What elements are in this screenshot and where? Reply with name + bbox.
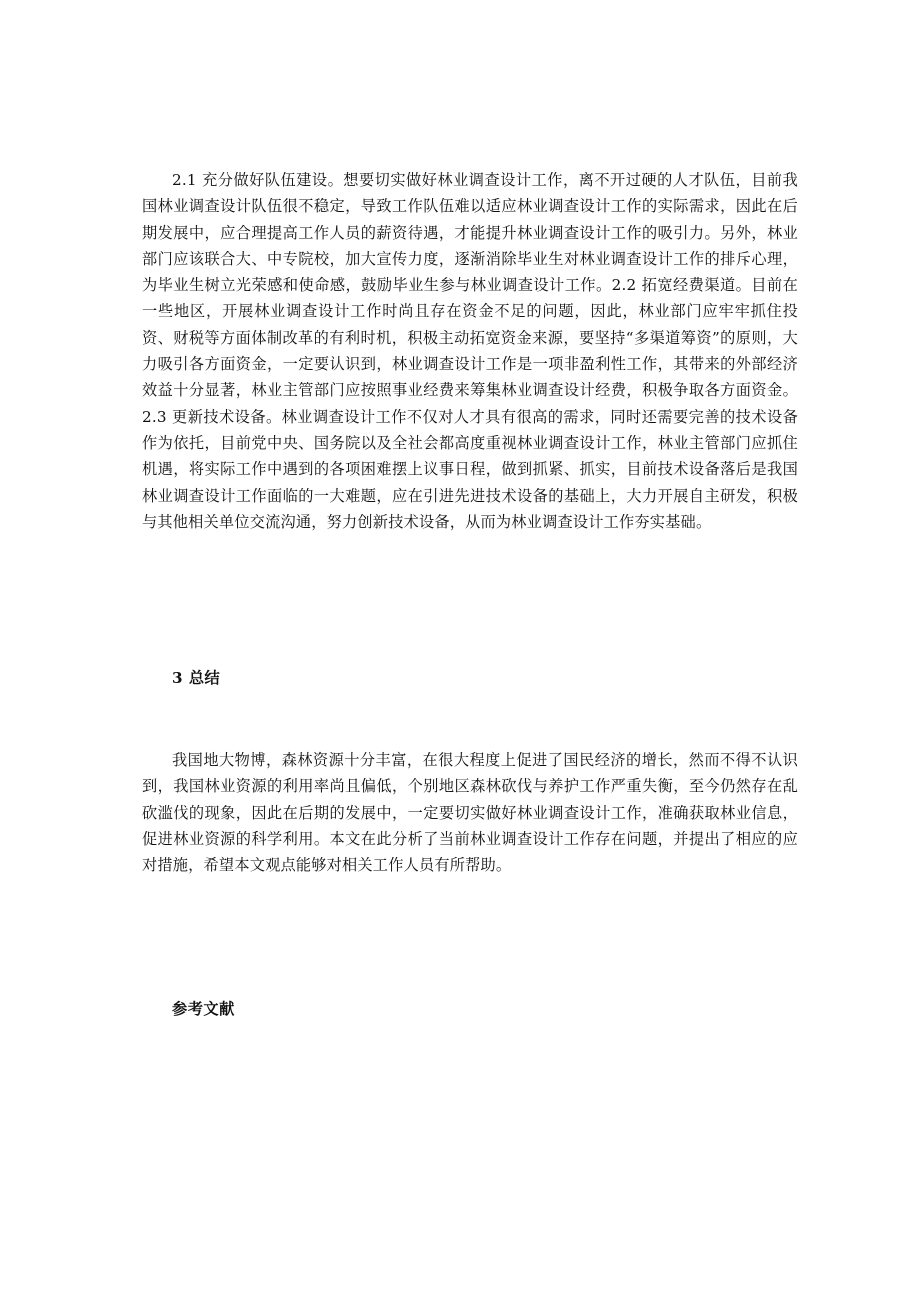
section-3-heading: 3 总结 (172, 669, 221, 687)
section-3-paragraph: 我国地大物博，森林资源十分丰富，在很大程度上促进了国民经济的增长，然而不得不认识到，我国林业资源的利用率尚且偏低，个别地区森林砍伐与养护工作严重失衡，至今仍然存在乱砍滥伐的现象，因此在后期的发展中，一定要切实做好林业调查设计工作，准确获取林业信息，促进林业资源的科学利用。本文在此分析了当前林业调查设计工作存在问题，并提出了相应的应对措施，希望本文观点能够对相关工作人员有所帮助。 (142, 751, 798, 875)
section-2-paragraph: 2.1 充分做好队伍建设。想要切实做好林业调查设计工作，离不开过硬的人才队伍，目前我国林业调查设计队伍很不稳定，导致工作队伍难以适应林业调查设计工作的实际需求，因此在后期发展中，应合理提高工作人员的薪资待遇，才能提升林业调查设计工作的吸引力。另外，林业部门应该联合大、中专院校，加大宣传力度，逐渐消除毕业生对林业调查设计工作的排斥心理，为毕业生树立光荣感和使命感，鼓励毕业生参与林业调查设计工作。2.2 拓宽经费渠道。目前在一些地区，开展林业调查设计工作时尚且存在资金不足的问题，因此，林业部门应牢牢抓住投资、财税等方面体制改革的有利时机，积极主动拓宽资金来源，要坚持“多渠道筹资”的原则，大力吸引各方面资金，一定要认识到，林业调查设计工作是一项非盈利性工作，其带来的外部经济效益十分显著，林业主管部门应按照事业经费来筹集林业调查设计经费，积极争取各方面资金。2.3 更新技术设备。林业调查设计工作不仅对人才具有很高的需求，同时还需要完善的技术设备作为依托，目前党中央、国务院以及全社会都高度重视林业调查设计工作，林业主管部门应抓住机遇，将实际工作中遇到的各项困难摆上议事日程，做到抓紧、抓实，目前技术设备落后是我国林业调查设计工作面临的一大难题，应在引进先进技术设备的基础上，大力开展自主研发，积极与其他相关单位交流沟通，努力创新技术设备，从而为林业调查设计工作夯实基础。 (142, 171, 798, 531)
references-heading: 参考文献 (172, 1000, 235, 1018)
